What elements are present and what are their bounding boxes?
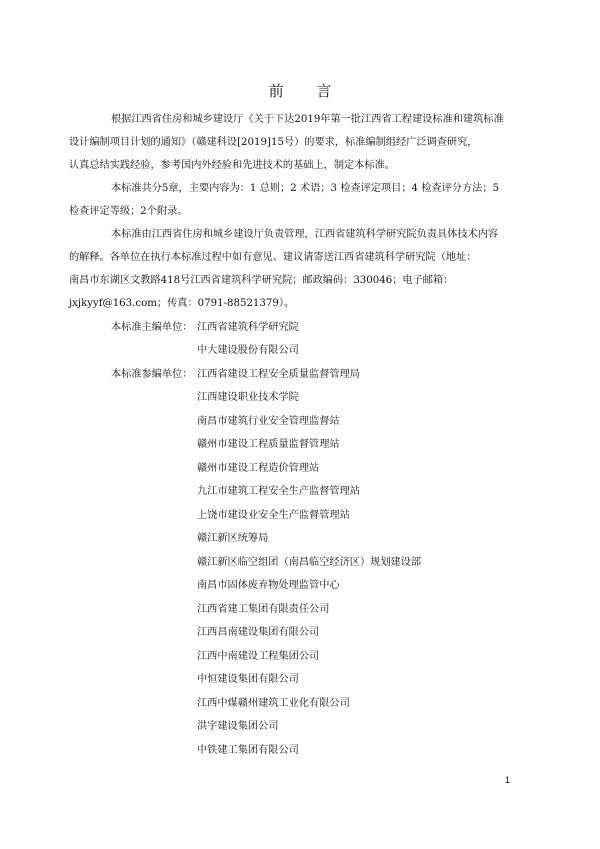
participant-unit: 中铁建工集团有限公司 <box>197 745 299 756</box>
participant-unit: 赣州市建设工程造价管理站 <box>197 463 320 474</box>
paragraph-line: 本标准由江西省住房和城乡建设厅负责管理，江西省建筑科学研究院负责具体技术内容 <box>111 229 499 240</box>
participant-unit: 江西省建设工程安全质量监督管理局 <box>197 369 360 380</box>
paragraph-contents <box>69 177 514 223</box>
chief-editor-label: 本标准主编单位： <box>111 322 193 333</box>
paragraph-line: jxjkyyf@163.com；传真：0791-88521379）。 <box>69 298 295 309</box>
paragraph-management <box>69 223 514 315</box>
participant-unit: 赣州市建设工程质量监督管理站 <box>197 439 340 450</box>
participant-unit: 南昌市固体废弃物处理监管中心 <box>197 580 340 591</box>
participant-unit: 江西中南建设工程集团公司 <box>197 651 320 662</box>
participant-unit: 洪宇建设集团公司 <box>197 721 279 732</box>
participant-unit: 江西中煤赣州建筑工业化有限公司 <box>197 698 350 709</box>
chief-editor-unit: 江西省建筑科学研究院 <box>197 322 299 333</box>
participant-unit: 江西省建工集团有限责任公司 <box>197 604 330 615</box>
participant-unit: 中恒建设集团有限公司 <box>197 674 299 685</box>
participant-unit: 赣江新区临空组团（南昌临空经济区）规划建设部 <box>197 557 422 568</box>
participant-unit: 赣江新区统筹局 <box>197 533 269 544</box>
paragraph-line: 南昌市东湖区文教路418号江西省建筑科学研究院；邮政编码：330046；电子邮箱： <box>69 275 454 286</box>
page-number: 1 <box>505 775 511 785</box>
paragraph-line: 检查评定等级；2个附录。 <box>69 206 188 217</box>
paragraph-line: 设计编制项目计划的通知》（赣建科设[2019]15号）的要求，标准编制组经广泛调查研究， <box>69 137 478 148</box>
paragraph-line: 根据江西省住房和城乡建设厅《关于下达2019年第一批江西省工程建设标准和建筑标准 <box>111 114 504 125</box>
participant-unit: 九江市建筑工程安全生产监督管理站 <box>197 486 360 497</box>
paragraph-line: 认真总结实践经验，参考国内外经验和先进技术的基础上，制定本标准。 <box>69 160 395 171</box>
participant-unit: 上饶市建设业安全生产监督管理站 <box>197 510 350 521</box>
paragraph-basis <box>69 108 514 177</box>
participant-unit: 江西昌南建设集团有限公司 <box>197 627 320 638</box>
chief-editor-unit: 中大建设股份有限公司 <box>197 345 299 356</box>
page-title: 前 言 <box>268 82 346 100</box>
participant-label: 本标准参编单位： <box>111 369 193 380</box>
participant-unit: 南昌市建筑行业安全管理监督站 <box>197 416 340 427</box>
participant-unit: 江西建设职业技术学院 <box>197 392 299 403</box>
paragraph-line: 的解释。各单位在执行本标准过程中如有意见、建议请寄送江西省建筑科学研究院（地址： <box>69 252 477 263</box>
paragraph-line: 本标准共分5章，主要内容为：1 总则；2 术语；3 检查评定项目；4 检查评分方法；5 <box>111 183 500 194</box>
